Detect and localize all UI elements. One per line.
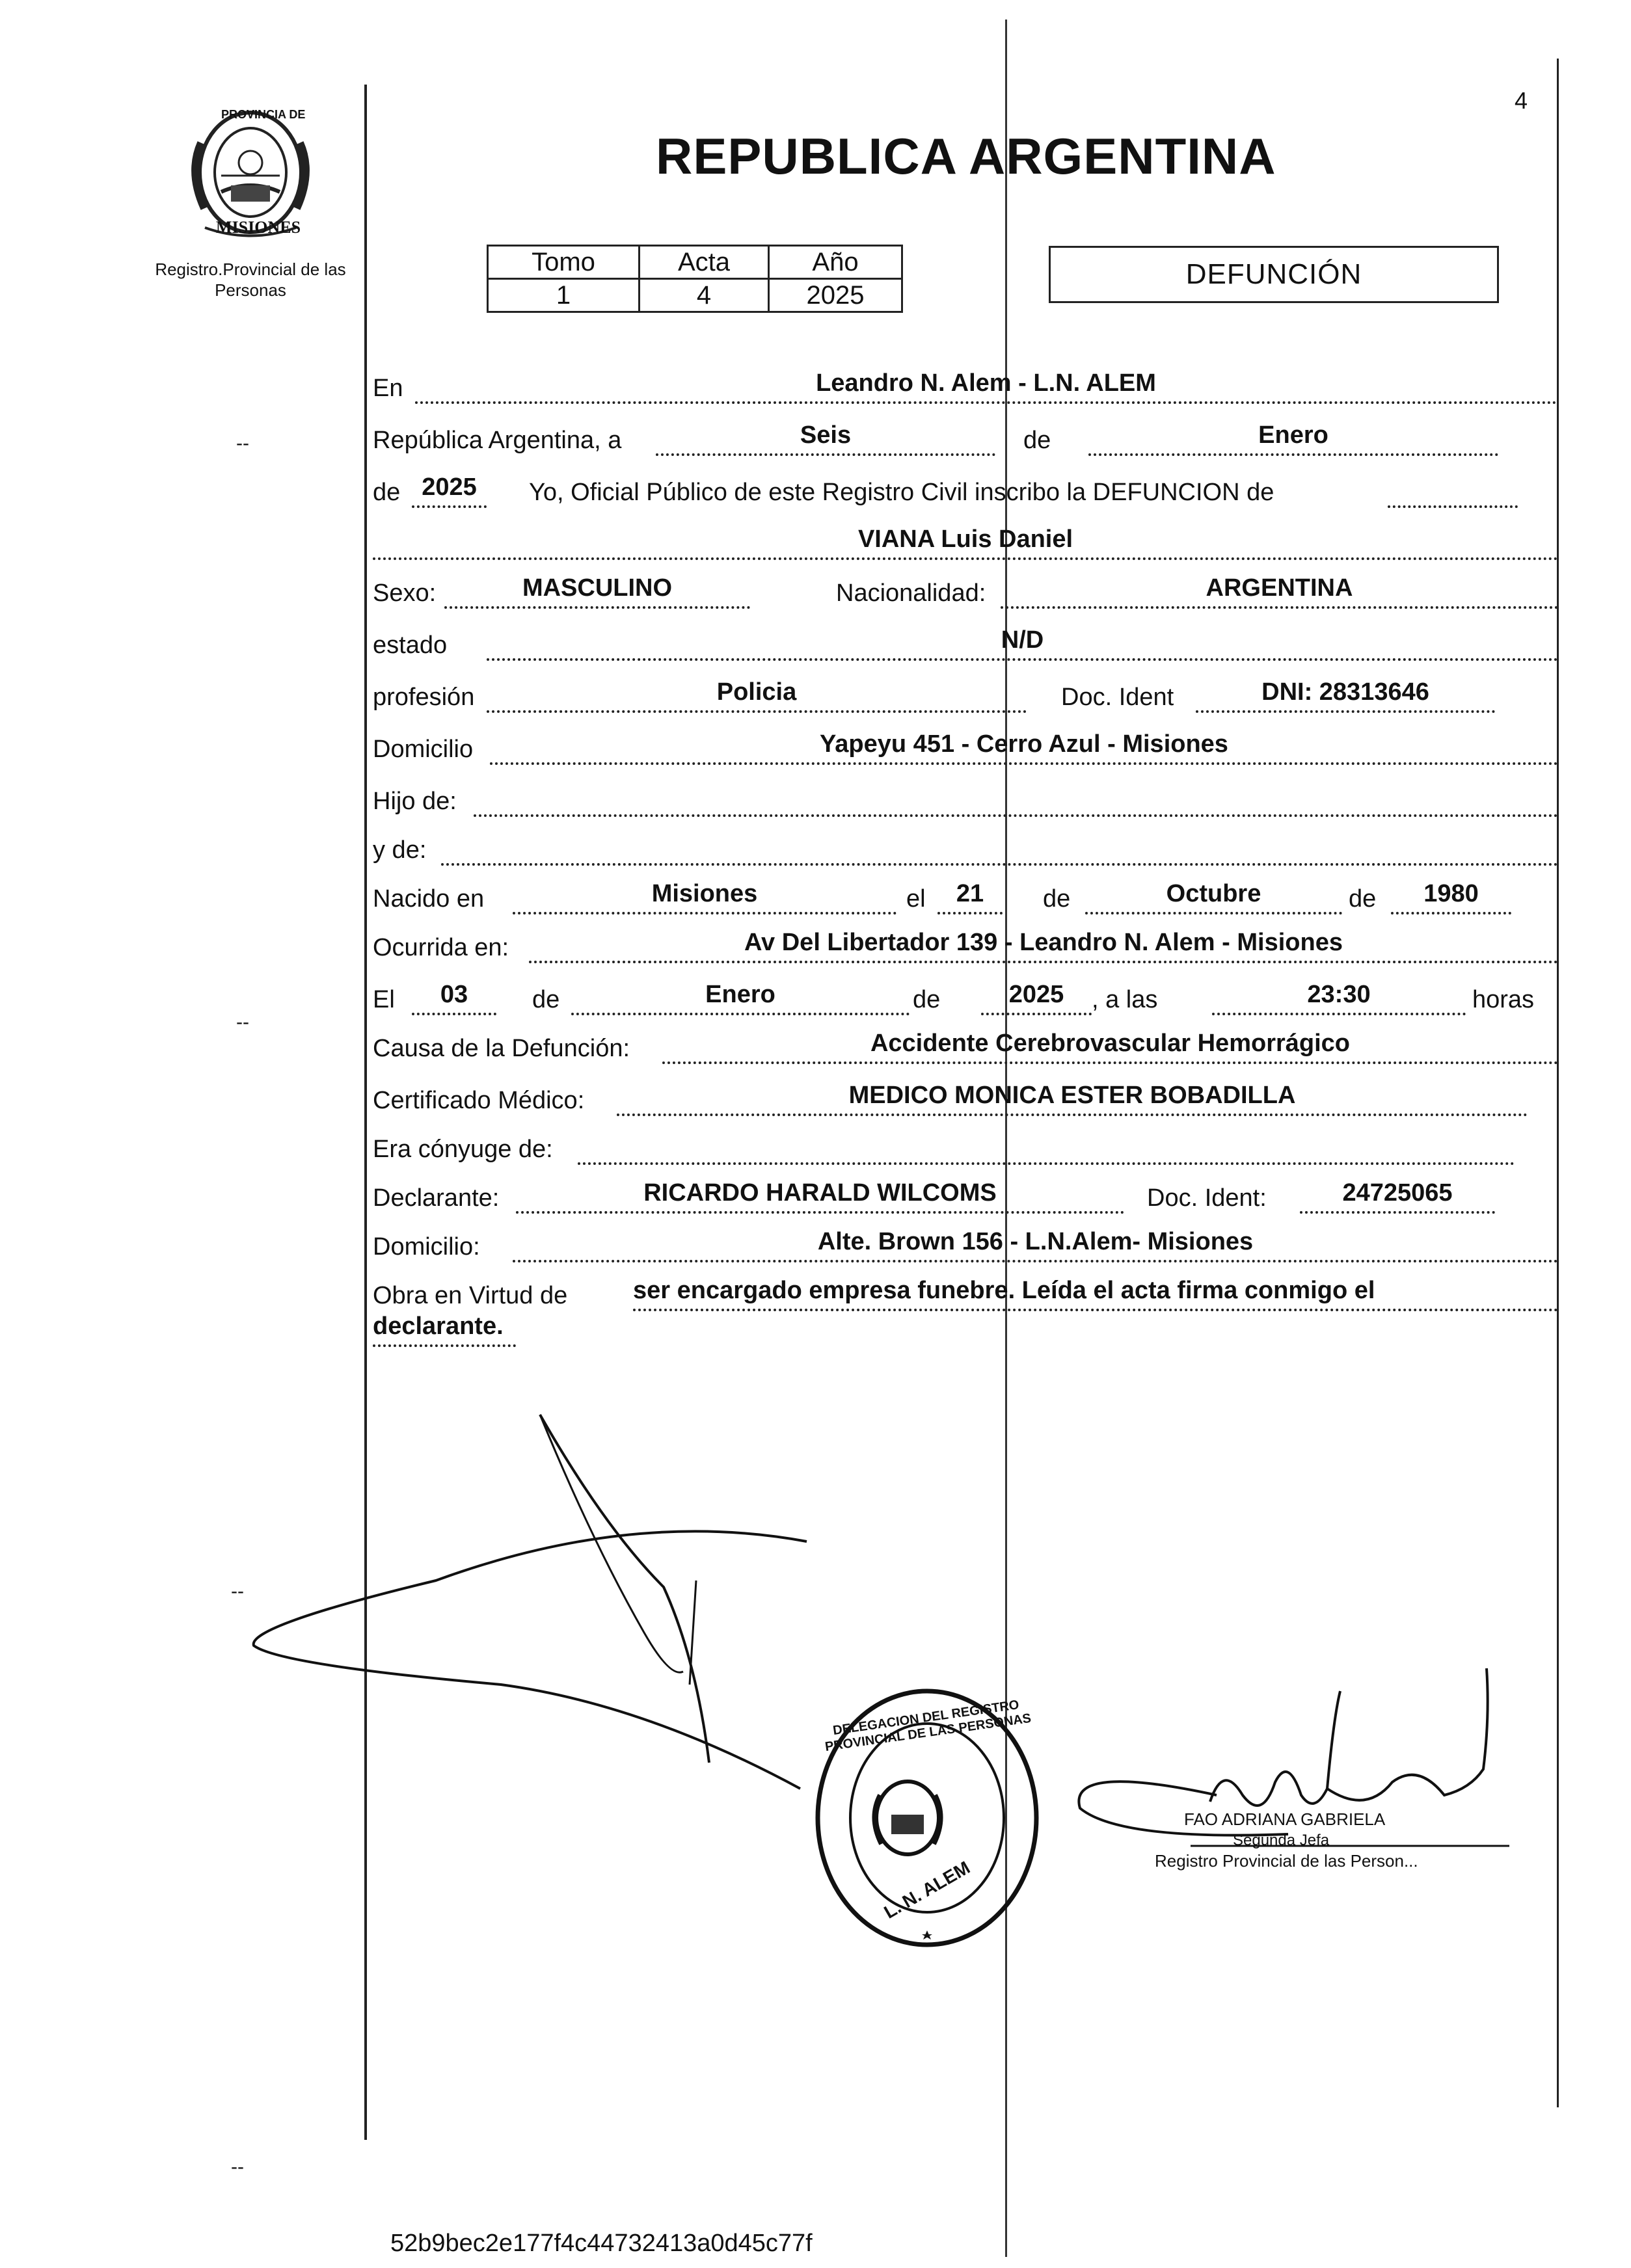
value-def-hora: 23:30 <box>1212 981 1466 1015</box>
label-hijo: Hijo de: <box>373 788 457 815</box>
row-domicilio2 <box>373 1226 1558 1265</box>
label-ocurrida: Ocurrida en: <box>373 934 509 961</box>
label-sexo: Sexo: <box>373 580 437 607</box>
value-yde <box>441 832 1558 866</box>
official-name: FAO ADRIANA GABRIELA <box>1184 1809 1386 1829</box>
label-doc: Doc. Ident <box>1061 684 1174 711</box>
row-domicilio <box>373 728 1558 767</box>
registry-label: Registro.Provincial de las Personas <box>155 260 346 300</box>
label-nacionalidad: Nacionalidad: <box>836 580 986 607</box>
record-table-header <box>488 246 902 279</box>
label-nac-de1: de <box>1043 885 1071 913</box>
row-yde <box>373 829 1558 868</box>
row-profesion <box>373 676 1558 715</box>
row-declarante <box>373 1177 1558 1216</box>
text-oficial: Yo, Oficial Público de este Registro Civil inscribo la DEFUNCION de <box>529 479 1274 506</box>
official-office: Registro Provincial de las Person... <box>1155 1851 1418 1871</box>
header-anio: Año <box>769 246 902 279</box>
value-obra-2: declarante. <box>373 1313 516 1347</box>
value-nacionalidad: ARGENTINA <box>1001 575 1558 609</box>
document-hash: 52b9bec2e177f4c44732413a0d45c77f <box>390 2230 813 2257</box>
label-domicilio2: Domicilio: <box>373 1233 480 1261</box>
label-el: el <box>906 885 926 913</box>
label-alas: , a las <box>1092 986 1158 1013</box>
value-declarante: RICARDO HARALD WILCOMS <box>516 1180 1124 1214</box>
label-domicilio: Domicilio <box>373 736 474 763</box>
row-oficial <box>373 472 1558 511</box>
label-horas: horas <box>1472 986 1535 1013</box>
blank-oficial <box>1388 474 1518 508</box>
row-nombre <box>373 524 1558 563</box>
label-certificado: Certificado Médico: <box>373 1087 585 1114</box>
row-fecha-acta <box>373 420 1558 459</box>
label-doc2: Doc. Ident: <box>1147 1184 1267 1212</box>
value-nac-dia: 21 <box>937 881 1003 914</box>
label-declarante: Declarante: <box>373 1184 500 1212</box>
label-causa: Causa de la Defunción: <box>373 1035 630 1062</box>
value-estado: N/D <box>487 627 1558 661</box>
row-conyuge <box>373 1128 1558 1167</box>
label-republica: República Argentina, a <box>373 427 622 454</box>
header-tomo: Tomo <box>488 246 640 279</box>
value-def-dia: 03 <box>412 981 496 1015</box>
value-nombre: VIANA Luis Daniel <box>373 526 1558 560</box>
value-lugar: Leandro N. Alem - L.N. ALEM <box>415 370 1557 404</box>
row-certificado <box>373 1080 1558 1119</box>
label-de-mes: de <box>1023 427 1051 454</box>
value-domicilio: Yapeyu 451 - Cerro Azul - Misiones <box>490 731 1558 765</box>
label-profesion: profesión <box>373 684 475 711</box>
value-obra-1: ser encargado empresa funebre. Leída el acta firma conmigo el <box>633 1277 1558 1311</box>
record-table <box>487 245 903 313</box>
page-title: REPUBLICA ARGENTINA <box>656 127 1276 185</box>
margin-tick: -- <box>236 433 249 454</box>
value-domicilio2: Alte. Brown 156 - L.N.Alem- Misiones <box>513 1229 1558 1262</box>
stamp-outer-text: DELEGACION DEL REGISTRO PROVINCIAL DE LAS PERSONAS <box>824 1698 1032 1755</box>
value-nac-anio: 1980 <box>1391 881 1511 914</box>
declarant-signature <box>241 1411 826 1815</box>
row-hijo <box>373 780 1558 820</box>
value-anio: 2025 <box>769 279 902 312</box>
value-ocurrida: Av Del Libertador 139 - Leandro N. Alem - Misiones <box>529 929 1558 963</box>
row-nacido <box>373 878 1558 917</box>
value-nac-mes: Octubre <box>1085 881 1342 914</box>
header-acta: Acta <box>640 246 769 279</box>
province-seal-logo <box>176 104 325 247</box>
page-number: 4 <box>1515 87 1528 114</box>
margin-tick: -- <box>231 2156 244 2178</box>
row-estado <box>373 624 1558 663</box>
value-tomo: 1 <box>488 279 640 312</box>
seal-text-bottom: MISIONES <box>216 218 301 237</box>
label-nac-de2: de <box>1349 885 1377 913</box>
label-de-anio: de <box>373 479 401 506</box>
label-conyuge: Era cónyuge de: <box>373 1136 553 1163</box>
label-el2: El <box>373 986 395 1013</box>
value-conyuge <box>578 1131 1515 1165</box>
row-obra <box>373 1275 1558 1314</box>
value-dia: Seis <box>656 422 995 456</box>
row-en <box>373 367 1558 407</box>
row-obra-2 <box>373 1311 1558 1350</box>
row-sexo <box>373 572 1558 611</box>
value-nacido: Misiones <box>513 881 896 914</box>
label-estado: estado <box>373 632 448 659</box>
record-type-box <box>1049 246 1499 303</box>
record-table-values <box>488 279 902 312</box>
label-yde: y de: <box>373 836 427 864</box>
value-profesion: Policia <box>487 679 1027 713</box>
label-nacido: Nacido en <box>373 885 485 913</box>
left-margin-line <box>364 85 367 2140</box>
label-obra: Obra en Virtud de <box>373 1282 568 1309</box>
value-doc: DNI: 28313646 <box>1196 679 1495 713</box>
value-def-mes: Enero <box>571 981 910 1015</box>
margin-tick: -- <box>236 1011 249 1033</box>
value-causa: Accidente Cerebrovascular Hemorrágico <box>662 1030 1558 1064</box>
row-fecha-defuncion <box>373 979 1558 1018</box>
value-mes: Enero <box>1088 422 1498 456</box>
official-signature <box>1054 1665 1522 1871</box>
value-acta: 4 <box>640 279 769 312</box>
label-def-de2: de <box>913 986 941 1013</box>
value-hijo <box>474 783 1558 817</box>
label-def-de1: de <box>532 986 560 1013</box>
label-en: En <box>373 375 403 402</box>
value-anio-acta: 2025 <box>412 474 487 508</box>
margin-tick: -- <box>231 1581 244 1602</box>
value-def-anio: 2025 <box>981 981 1092 1015</box>
value-certificado: MEDICO MONICA ESTER BOBADILLA <box>617 1082 1528 1116</box>
record-type: DEFUNCIÓN <box>1185 258 1362 290</box>
stamp-inner-text: L. N. ALEM <box>880 1857 974 1923</box>
row-ocurrida <box>373 927 1558 966</box>
delegation-stamp <box>810 1685 1044 1951</box>
official-role: Segunda Jefa <box>1233 1832 1330 1849</box>
row-causa <box>373 1028 1558 1067</box>
value-doc2: 24725065 <box>1300 1180 1495 1214</box>
seal-text-top: PROVINCIA DE <box>221 108 306 121</box>
value-sexo: MASCULINO <box>444 575 750 609</box>
